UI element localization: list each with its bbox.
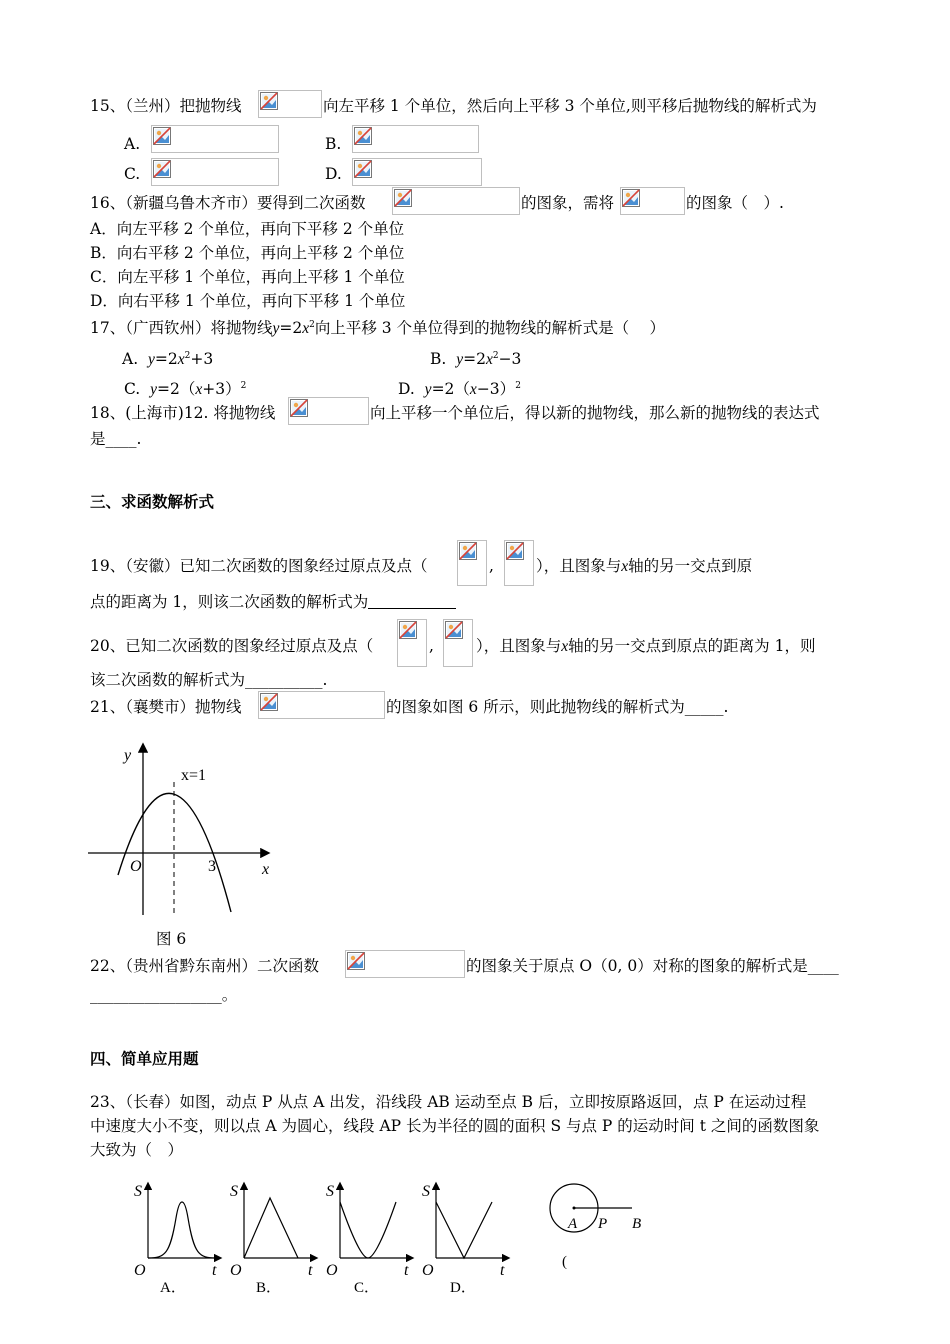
origin-label: O — [326, 1262, 338, 1279]
caption-a: A． — [160, 1280, 186, 1296]
q15-stem-a: 15、（兰州）把抛物线 — [90, 97, 242, 115]
formula-image — [151, 158, 279, 186]
q21-stem-a: 21、（襄樊市）抛物线 — [90, 698, 242, 716]
q20-stem-c: 轴的另一交点到原点的距离为 1，则 — [568, 637, 816, 655]
math-y: y — [150, 381, 157, 398]
q16-option: B．向右平移 2 个单位，再向上平移 2 个单位 — [90, 244, 405, 262]
q23-line3: 大致为（ ） — [90, 1141, 184, 1159]
math-y: y — [424, 381, 432, 398]
opt-letter: A. — [122, 350, 139, 368]
q17-opt-a — [122, 346, 213, 370]
q15-opt-c: C. — [124, 165, 141, 183]
broken-image-icon — [347, 952, 365, 970]
formula-image — [504, 540, 534, 586]
math-eq: =2 — [279, 319, 303, 337]
figure-6-parabola — [88, 740, 288, 925]
math-square: 2 — [240, 381, 247, 391]
math-paren: ） — [225, 380, 241, 398]
formula-image — [352, 158, 482, 186]
caption-d: D． — [450, 1280, 476, 1296]
q17-opt-d — [398, 376, 521, 400]
math-eq: =2 — [154, 350, 178, 368]
math-minus3: −3 — [476, 380, 500, 398]
opt-letter: B. — [430, 350, 447, 368]
q16-option: C．向左平移 1 个单位，再向上平移 1 个单位 — [90, 268, 405, 286]
symmetry-axis-label: x=1 — [181, 767, 207, 784]
t-label: t — [212, 1262, 217, 1279]
label-b: B — [632, 1216, 642, 1232]
q18-stem-a: 18、(上海市)12. 将抛物线 — [90, 404, 276, 422]
q22-line2: _________________。 — [90, 986, 238, 1004]
broken-image-icon — [394, 189, 412, 207]
formula-image — [151, 125, 279, 153]
q23-line2: 中速度大小不变，则以点 A 为圆心，线段 AP 长为半径的圆的面积 S 与点 P 的运动时间 t 之间的函数图象 — [90, 1117, 820, 1135]
q20-stem-a: 20、已知二次函数的图象经过原点及点（ — [90, 637, 374, 655]
q17-opt-b — [430, 346, 521, 370]
q19-line2-text: 点的距离为 1，则该二次函数的解析式为 — [90, 593, 369, 611]
tick-label-3: 3 — [208, 858, 216, 875]
q20-stem-b-line — [476, 636, 815, 657]
formula-image — [392, 187, 520, 215]
formula-image — [288, 397, 369, 425]
math-x: x — [177, 351, 185, 368]
t-label: t — [308, 1262, 313, 1279]
broken-image-icon — [399, 621, 417, 639]
q15-opt-d: D. — [325, 165, 342, 183]
broken-image-icon — [260, 693, 278, 711]
formula-image — [443, 619, 473, 667]
formula-image — [620, 187, 685, 215]
q16-stem-b: 的图象，需将 — [521, 194, 615, 212]
math-y: y — [272, 320, 280, 337]
q19-stem-b-line — [536, 556, 752, 577]
q20-stem-b: ），且图象与 — [476, 637, 562, 655]
q19-line2 — [90, 592, 456, 612]
q15-stem-b: 向左平移 1 个单位，然后向上平移 3 个单位,则平移后抛物线的解析式为 — [323, 97, 817, 115]
broken-image-icon — [153, 160, 171, 178]
origin-label: O — [134, 1262, 146, 1279]
q21-stem-b: 的图象如图 6 所示，则此抛物线的解析式为_____. — [386, 698, 729, 716]
q17-stem-b: 向上平移 3 个单位得到的抛物线的解析式是（ ） — [314, 319, 666, 337]
q17-opt-c — [124, 376, 246, 400]
formula-image — [258, 90, 322, 118]
origin-label: O — [422, 1262, 434, 1279]
graph-b — [230, 1183, 316, 1296]
caption-c: C． — [354, 1280, 380, 1296]
math-x: x — [485, 351, 493, 368]
math-plus3: +3 — [190, 350, 214, 368]
origin-label: O — [230, 1262, 242, 1279]
graph-a — [134, 1183, 220, 1296]
math-plus3: +3 — [202, 380, 226, 398]
graph-a-curve — [148, 1202, 216, 1258]
broken-image-icon — [290, 399, 308, 417]
q16-option: A．向左平移 2 个单位，再向下平移 2 个单位 — [90, 220, 405, 238]
math-y: y — [456, 351, 464, 368]
label-p: P — [598, 1216, 608, 1232]
section-heading: 三、求函数解析式 — [90, 492, 215, 511]
formula-image — [457, 540, 487, 586]
graph-b-curve — [244, 1198, 298, 1258]
broken-image-icon — [354, 160, 372, 178]
q23-option-graphs — [120, 1178, 660, 1303]
y-axis-label: y — [124, 747, 132, 764]
math-x: x — [302, 320, 310, 337]
opt-letter: C. — [124, 380, 141, 398]
q16-option: D．向右平移 1 个单位，再向下平移 1 个单位 — [90, 292, 406, 310]
q17-stem-a: 17、（广西钦州）将抛物线 — [90, 319, 273, 337]
opt-letter: D. — [398, 380, 415, 398]
point-a — [573, 1207, 576, 1210]
q20-comma: , — [429, 637, 434, 655]
broken-image-icon — [459, 542, 477, 560]
q15-opt-b: B. — [325, 135, 342, 153]
broken-image-icon — [260, 92, 278, 110]
q20-line2: 该二次函数的解析式为__________. — [90, 671, 328, 689]
circle-diagram — [550, 1184, 641, 1270]
math-square: 2 — [515, 381, 521, 391]
formula-image — [352, 125, 479, 153]
graph-c — [326, 1183, 412, 1296]
q22-stem-a: 22、（贵州省黔东南州）二次函数 — [90, 957, 319, 975]
math-x: x — [195, 381, 203, 398]
q19-stem-c: 轴的另一交点到原 — [628, 557, 753, 575]
math-minus3: −3 — [498, 350, 522, 368]
math-x: x — [561, 638, 569, 655]
math-square: 2 — [492, 351, 499, 361]
graph-d-curve — [436, 1202, 492, 1258]
figure-caption: 图 6 — [156, 930, 187, 948]
q15-opt-a: A. — [124, 135, 141, 153]
t-label: t — [404, 1262, 409, 1279]
x-axis-label: x — [262, 861, 270, 878]
label-a: A — [568, 1216, 578, 1232]
q22-stem-b: 的图象关于原点 O（0, 0）对称的图象的解析式是____ — [466, 957, 839, 975]
q18-stem-c: 是____. — [90, 430, 142, 448]
graph-c-curve — [340, 1202, 396, 1258]
math-eq: =2（ — [156, 380, 196, 398]
broken-image-icon — [506, 542, 524, 560]
q18-stem-b: 向上平移一个单位后，得以新的抛物线，那么新的抛物线的表达式 — [370, 404, 820, 422]
s-label: S — [230, 1183, 238, 1200]
q16-stem-a: 16、（新疆乌鲁木齐市）要得到二次函数 — [90, 194, 366, 212]
q16-stem-c: 的图象（ ）. — [686, 194, 784, 212]
answer-blank — [368, 594, 456, 609]
s-label: S — [422, 1183, 430, 1200]
math-x: x — [469, 381, 477, 398]
t-label: t — [500, 1262, 505, 1279]
q19-stem-a: 19、（安徽）已知二次函数的图象经过原点及点（ — [90, 557, 428, 575]
caption-b: B． — [256, 1280, 282, 1296]
s-label: S — [134, 1183, 142, 1200]
math-square: 2 — [184, 351, 191, 361]
formula-image — [258, 691, 385, 719]
origin-label: O — [130, 858, 142, 875]
q19-comma: , — [489, 557, 494, 575]
formula-image — [345, 950, 465, 978]
s-label: S — [326, 1183, 334, 1200]
paren-mark: ( — [562, 1254, 567, 1270]
broken-image-icon — [153, 127, 171, 145]
q23-line1: 23、（长春）如图，动点 P 从点 A 出发，沿线段 AB 运动至点 B 后，立即按原路返回，点 P 在运动过程 — [90, 1093, 807, 1111]
broken-image-icon — [622, 189, 640, 207]
math-eq: =2 — [463, 350, 486, 368]
q19-stem-b: ），且图象与 — [536, 557, 622, 575]
broken-image-icon — [354, 127, 372, 145]
broken-image-icon — [445, 621, 463, 639]
q17-stem — [90, 315, 665, 339]
math-y: y — [147, 351, 155, 368]
section-heading: 四、简单应用题 — [90, 1049, 199, 1068]
math-x: x — [621, 558, 629, 575]
formula-image — [397, 619, 427, 667]
math-square: 2 — [309, 320, 315, 330]
math-eq: =2（ — [431, 380, 470, 398]
graph-d — [422, 1183, 508, 1296]
math-paren: ） — [499, 380, 516, 398]
